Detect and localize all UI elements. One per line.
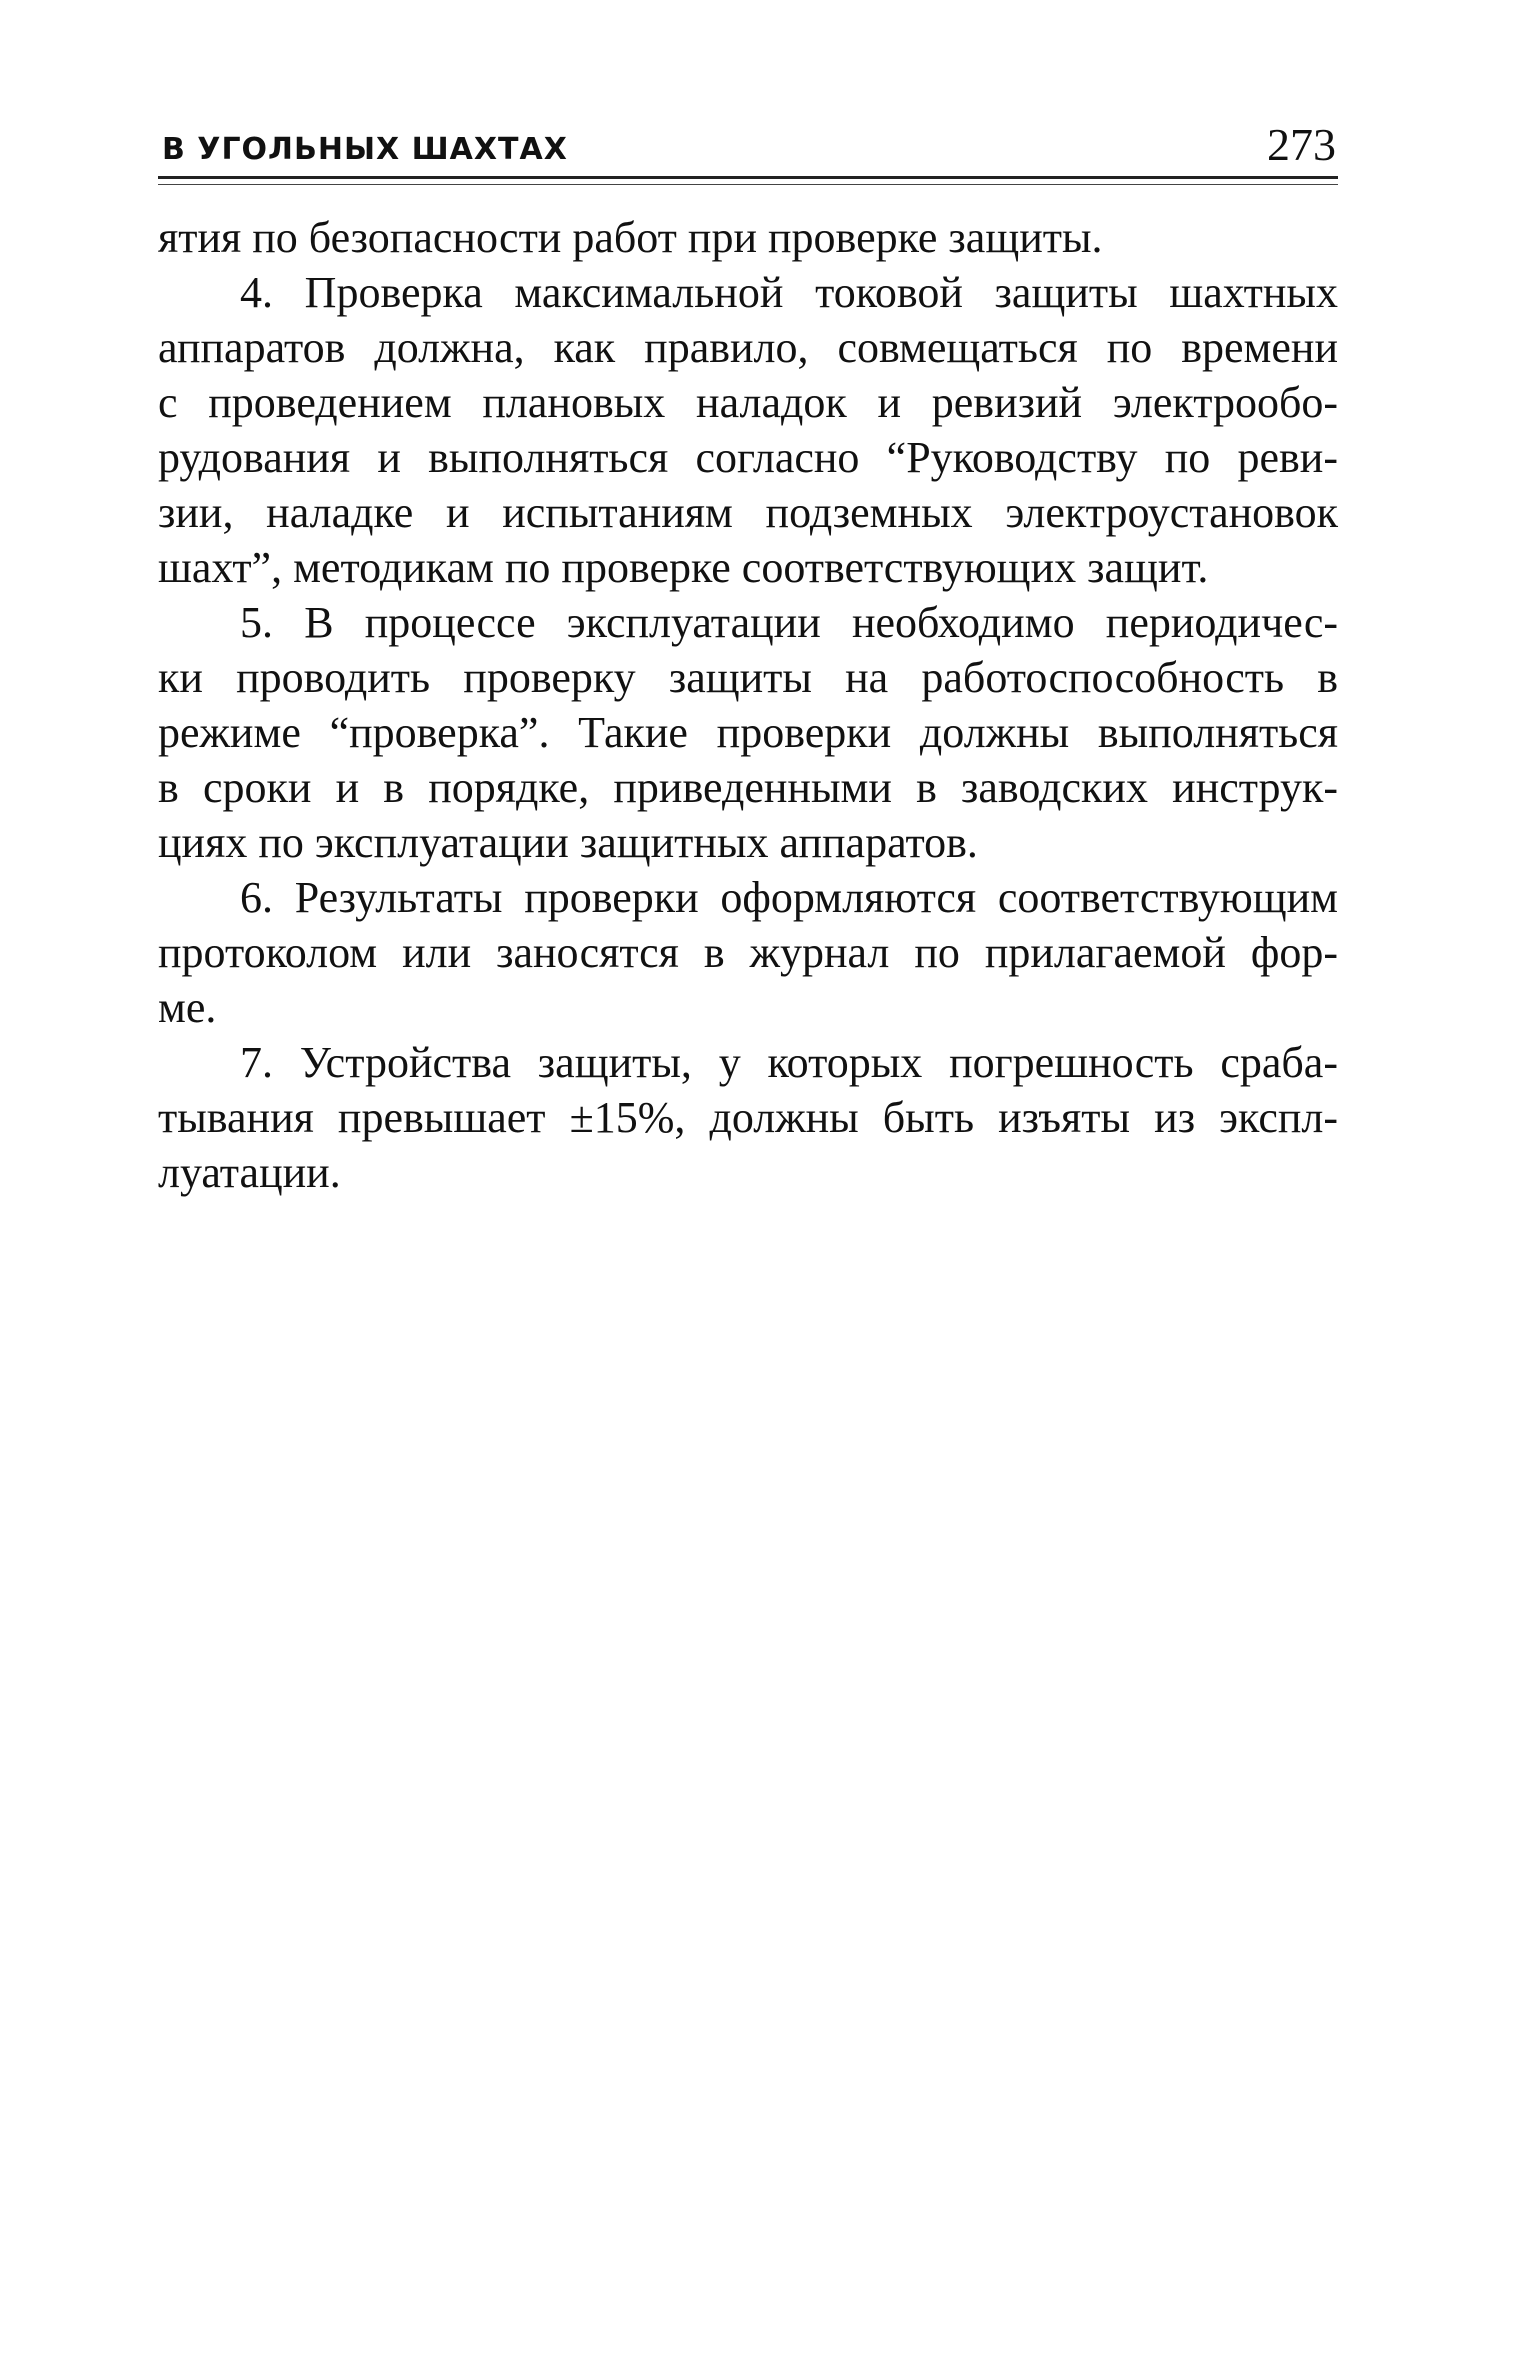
text-line: тывания превышает ±15%, должны быть изъяты из экспл- — [158, 1093, 1338, 1142]
page-number: 273 — [1267, 119, 1336, 170]
text-line: протоколом или заносятся в журнал по прилагаемой фор- — [158, 928, 1338, 977]
text-line: циях по эксплуатации защитных аппаратов. — [158, 818, 978, 867]
text-line: шахт”, методикам по проверке соответствующих защит. — [158, 543, 1209, 592]
text-line: 5. В процессе эксплуатации необходимо периодичес- — [240, 598, 1338, 647]
text-line: с проведением плановых наладок и ревизий электрообо- — [158, 378, 1338, 427]
page-body — [158, 210, 1338, 1200]
text-line: 6. Результаты проверки оформляются соответствующим — [240, 873, 1338, 922]
paragraph-continuation — [158, 210, 1338, 265]
text-line: аппаратов должна, как правило, совмещаться по времени — [158, 323, 1338, 372]
header-rule — [158, 176, 1338, 185]
text-line: рудования и выполняться согласно “Руководству по реви- — [158, 433, 1338, 482]
text-line: ме. — [158, 983, 217, 1032]
paragraph-item-7 — [158, 1035, 1338, 1200]
text-line: 4. Проверка максимальной токовой защиты шахтных — [240, 268, 1338, 317]
paragraph-item-4 — [158, 265, 1338, 595]
text-line: зии, наладке и испытаниям подземных электроустановок — [158, 488, 1338, 537]
text-line: режиме “проверка”. Такие проверки должны выполняться — [158, 708, 1338, 757]
text-line: ятия по безопасности работ при проверке защиты. — [158, 213, 1103, 262]
text-line: луатации. — [158, 1148, 341, 1197]
page-header — [158, 118, 1338, 178]
running-head: В УГОЛЬНЫХ ШАХТАХ — [162, 132, 568, 167]
paragraph-item-6 — [158, 870, 1338, 1035]
text-line: в сроки и в порядке, приведенными в заводских инструк- — [158, 763, 1338, 812]
text-line: 7. Устройства защиты, у которых погрешность сраба- — [240, 1038, 1338, 1087]
paragraph-item-5 — [158, 595, 1338, 870]
text-line: ки проводить проверку защиты на работоспособность в — [158, 653, 1338, 702]
